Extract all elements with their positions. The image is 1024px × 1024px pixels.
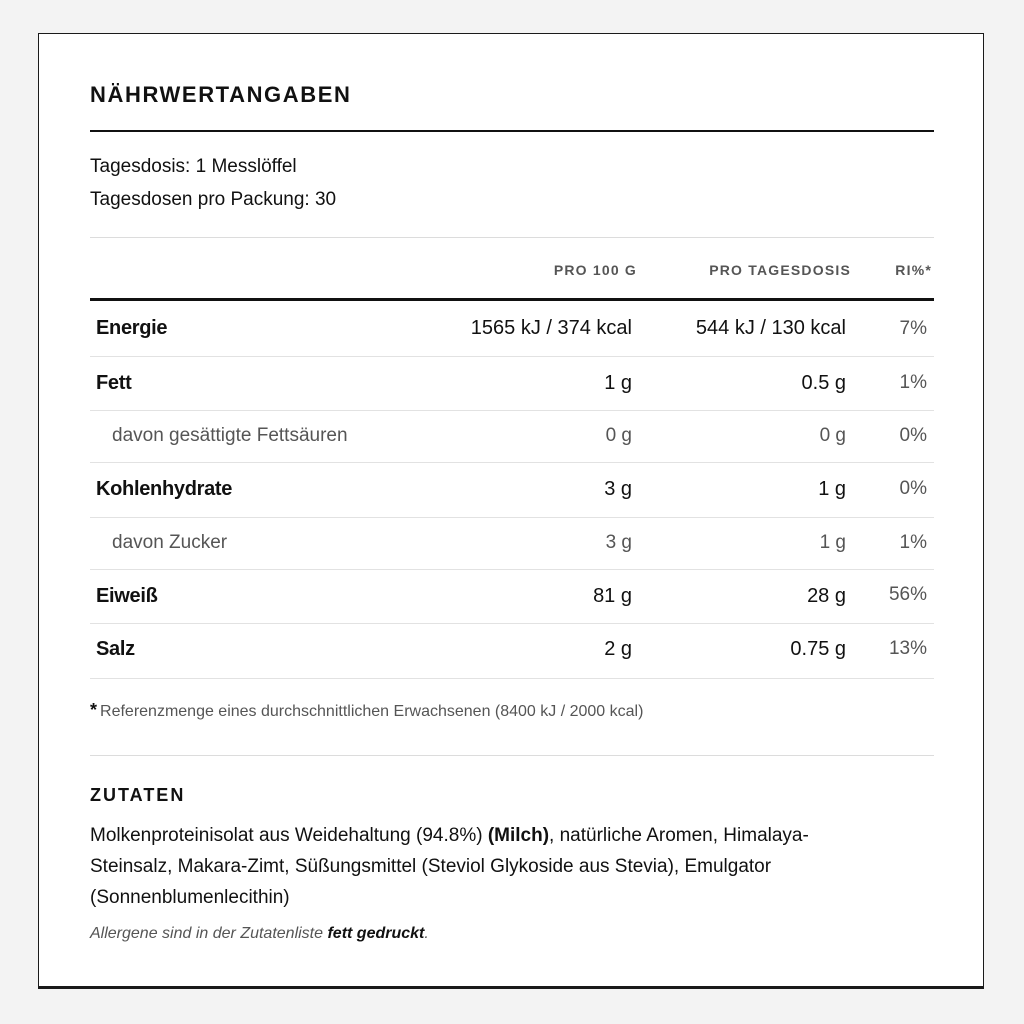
value-per-100g: 81 g [593, 585, 632, 607]
table-row [90, 357, 934, 411]
value-ri: 0% [899, 478, 927, 499]
value-per-100g: 1565 kJ / 374 kcal [470, 317, 632, 339]
ingredients-divider [90, 755, 934, 756]
row-label: Salz [96, 638, 135, 660]
column-header-per-100g: PRO 100 G [553, 262, 637, 278]
nutrition-card [38, 33, 984, 989]
value-per-100g: 3 g [604, 478, 632, 500]
value-ri: 13% [888, 638, 927, 659]
value-ri: 1% [899, 532, 927, 553]
ingredients-part: Molkenproteinisolat aus Weidehaltung (94.8%) [90, 825, 488, 846]
value-ri: 7% [899, 318, 927, 339]
row-label: Eiweiß [96, 585, 158, 607]
footnote-text: Referenzmenge eines durchschnittlichen Erwachsenen (8400 kJ / 2000 kcal) [100, 703, 644, 720]
ingredients-title: ZUTATEN [90, 785, 186, 805]
value-ri: 0% [899, 425, 927, 446]
row-label: Fett [96, 372, 132, 394]
value-ri: 56% [888, 584, 927, 605]
value-per-100g: 1 g [604, 372, 632, 394]
column-header-per-dose: PRO TAGESDOSIS [709, 262, 851, 278]
allergen-note-end: . [424, 925, 429, 942]
value-per-dose: 544 kJ / 130 kcal [695, 317, 846, 339]
value-per-dose: 1 g [818, 478, 846, 500]
ri-footnote [90, 700, 643, 721]
serving-divider [90, 237, 934, 238]
table-row [90, 463, 934, 518]
servings-per-pack: Tagesdosen pro Packung: 30 [90, 189, 337, 210]
value-per-dose: 0.75 g [790, 638, 846, 660]
row-label: davon Zucker [112, 532, 228, 553]
value-per-dose: 0 g [819, 425, 846, 446]
footnote-star: * [90, 700, 98, 720]
table-row [90, 301, 934, 357]
table-row [90, 518, 934, 570]
value-per-dose: 1 g [819, 532, 846, 553]
ingredients-part: , natürliche Aromen, Himalaya-Steinsalz, Makara-Zimt, Süßungsmittel (Steviol Glykoside aus Stevia), Emulgator (Sonnenblumenlecithin) [90, 825, 809, 908]
row-label: Kohlenhydrate [96, 478, 233, 500]
nutrition-table [90, 301, 934, 679]
row-label: davon gesättigte Fettsäuren [112, 425, 348, 446]
value-ri: 1% [899, 372, 927, 393]
title-divider [90, 130, 934, 132]
table-row [90, 411, 934, 463]
allergen-note-bold: fett gedruckt [327, 925, 425, 942]
allergen-note [90, 925, 429, 943]
allergen-highlight: (Milch) [487, 825, 550, 846]
value-per-dose: 28 g [807, 585, 846, 607]
allergen-note-text: Allergene sind in der Zutatenliste [90, 925, 328, 942]
serving-size: Tagesdosis: 1 Messlöffel [90, 156, 297, 177]
ingredients-text [90, 820, 890, 913]
table-row [90, 624, 934, 679]
column-header-ri: RI%* [895, 262, 932, 278]
row-label: Energie [96, 317, 168, 339]
value-per-100g: 0 g [605, 425, 632, 446]
value-per-100g: 2 g [604, 638, 632, 660]
nutrition-title: NÄHRWERTANGABEN [90, 82, 352, 107]
value-per-100g: 3 g [605, 532, 632, 553]
value-per-dose: 0.5 g [801, 372, 846, 394]
table-row [90, 570, 934, 624]
